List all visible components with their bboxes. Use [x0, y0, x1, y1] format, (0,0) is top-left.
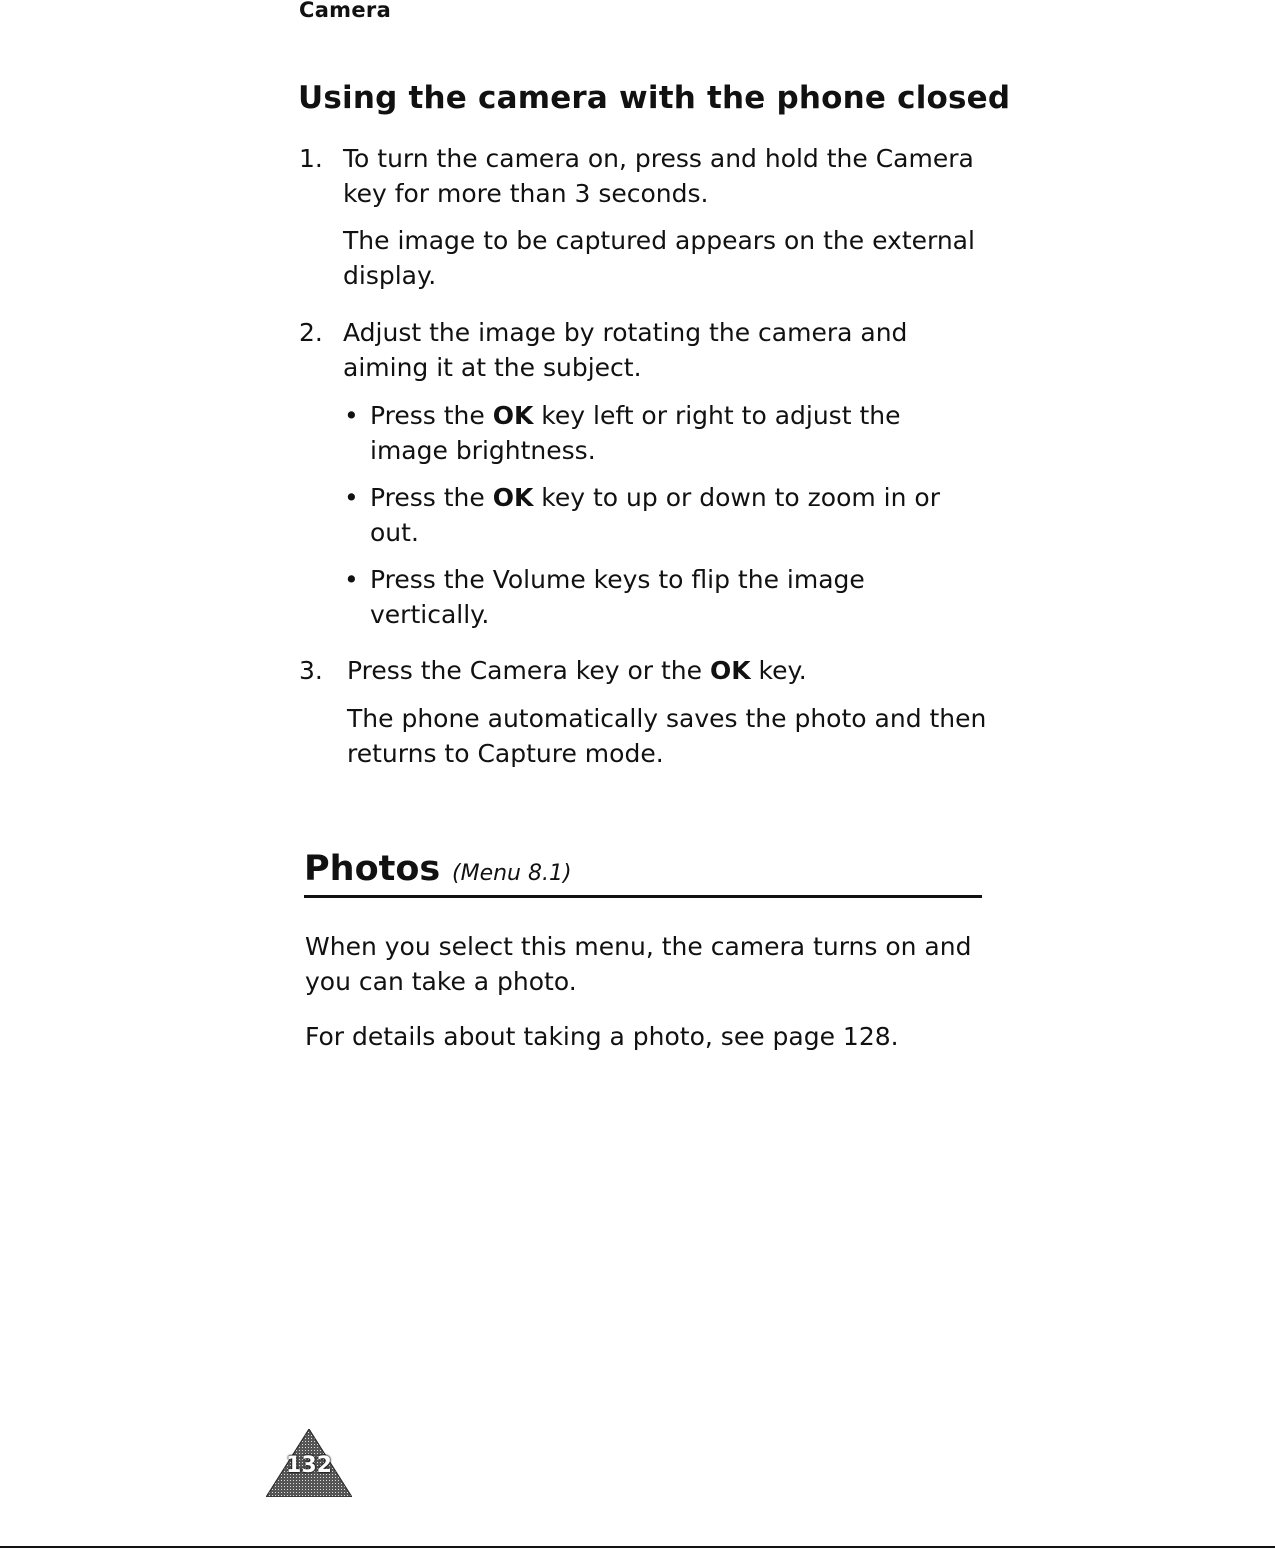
step-number: 2. [299, 318, 323, 347]
step-number: 3. [299, 656, 323, 685]
step-text: key. [750, 656, 807, 685]
section-heading: Using the camera with the phone closed [298, 80, 1011, 116]
bullet-item [344, 480, 984, 550]
page-number: 132 [286, 1453, 332, 1478]
paragraph: For details about taking a photo, see page 128. [305, 1022, 899, 1051]
step-2 [299, 315, 989, 385]
ok-key-label: OK [492, 483, 534, 512]
bullet-item [344, 398, 984, 468]
menu-reference: (Menu 8.1) [452, 861, 572, 886]
running-header: Camera [299, 0, 392, 22]
bullet-text: Press the [370, 401, 493, 430]
step-3 [299, 653, 989, 688]
bullet-text: key left or right to adjust the image brightness. [370, 401, 901, 465]
bullet-item [344, 562, 984, 632]
bullet-icon: • [344, 565, 359, 594]
section-divider [304, 895, 982, 898]
step-number: 1. [299, 144, 323, 173]
bottom-border [0, 1546, 1275, 1548]
bullet-icon: • [344, 401, 359, 430]
bullet-icon: • [344, 483, 359, 512]
ok-key-label: OK [492, 401, 534, 430]
step-1-note: The image to be captured appears on the external display. [343, 226, 975, 290]
step-text: To turn the camera on, press and hold the Camera key for more than 3 seconds. [343, 144, 974, 208]
bullet-text: Press the [370, 483, 493, 512]
bullet-text: Press the Volume keys to flip the image vertically. [370, 565, 865, 629]
step-3-note: The phone automatically saves the photo and then returns to Capture mode. [347, 704, 987, 768]
paragraph: When you select this menu, the camera turns on and you can take a photo. [305, 932, 972, 996]
ok-key-label: OK [709, 656, 751, 685]
bullet-text: key to up or down to zoom in or out. [370, 483, 940, 547]
step-text: Press the Camera key or the [347, 656, 710, 685]
photos-title: Photos [304, 849, 441, 889]
step-1 [299, 141, 989, 211]
step-text: Adjust the image by rotating the camera and aiming it at the subject. [343, 318, 908, 382]
